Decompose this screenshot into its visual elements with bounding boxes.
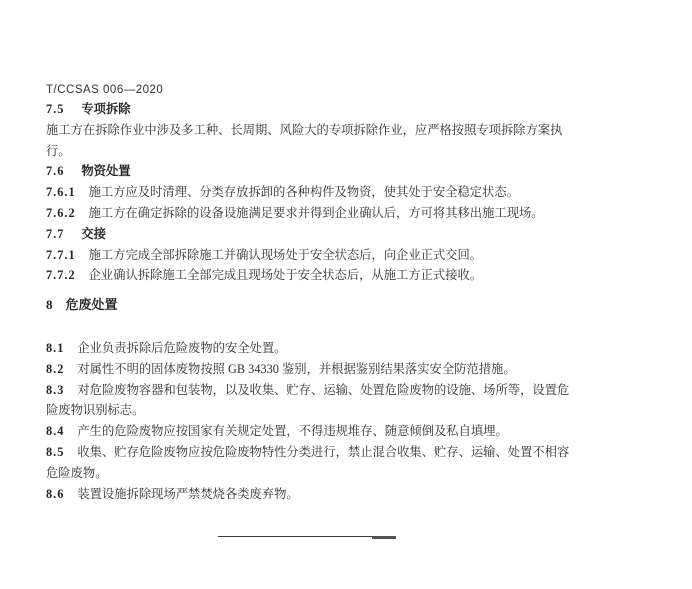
clause-number: 8.4 bbox=[46, 424, 65, 439]
clause-text: 收集、贮存危险废物应按危险废物特性分类进行，禁止混合收集、贮存、运输、处置不相容危险废物。 bbox=[46, 444, 570, 480]
clause-text: 企业负责拆除后危险废物的安全处置。 bbox=[77, 340, 287, 355]
document-content bbox=[46, 81, 574, 504]
clause-text: 施工方在确定拆除的设备设施满足要求并得到企业确认后，方可将其移出施工现场。 bbox=[88, 205, 544, 220]
clause-text: 对属性不明的固体废物按照 GB 34330 鉴别，并根据鉴别结果落实安全防范措施。 bbox=[77, 361, 516, 376]
clause-number: 8.5 bbox=[46, 444, 65, 459]
clause-number: 8.6 bbox=[46, 486, 65, 501]
clause-number: 7.7.1 bbox=[46, 247, 76, 262]
heading-number: 8 bbox=[46, 297, 54, 313]
clause-7-7-2 bbox=[46, 265, 574, 286]
clause-text: 装置设施拆除现场严禁焚烧各类废弃物。 bbox=[77, 486, 299, 501]
standard-number-header: T/CCSAS 006—2020 bbox=[46, 84, 164, 96]
clause-number: 8.1 bbox=[46, 340, 65, 355]
clause-text: 产生的危险废物应按国家有关规定处置，不得违规堆存、随意倾倒及私自填埋。 bbox=[77, 424, 508, 439]
clause-number: 8.3 bbox=[46, 382, 65, 397]
clause-8-4 bbox=[46, 421, 574, 442]
clause-7-6-2 bbox=[46, 203, 574, 224]
heading-title: 物资处置 bbox=[81, 164, 131, 179]
clause-number: 8.2 bbox=[46, 361, 65, 376]
clause-text: 施工方应及时清理、分类存放拆卸的各种构件及物资，使其处于安全稳定状态。 bbox=[88, 185, 519, 200]
clause-7-7-1 bbox=[46, 245, 574, 266]
heading-8 bbox=[46, 295, 574, 316]
heading-number: 7.5 bbox=[46, 102, 65, 116]
footer-divider-tail bbox=[372, 536, 396, 539]
clause-8-1 bbox=[46, 338, 574, 359]
heading-7-7 bbox=[46, 224, 574, 245]
heading-7-5 bbox=[46, 99, 574, 120]
clause-8-6 bbox=[46, 484, 574, 505]
heading-number: 7.7 bbox=[46, 226, 65, 241]
clause-text: 对危险废物容器和包装物，以及收集、贮存、运输、处置危险废物的设施、场所等，设置危险废物识别标志。 bbox=[46, 382, 570, 418]
heading-title: 交接 bbox=[81, 226, 106, 241]
heading-title: 危废处置 bbox=[65, 297, 118, 313]
heading-number: 7.6 bbox=[46, 164, 65, 179]
clause-number: 7.6.2 bbox=[46, 205, 76, 220]
clause-number: 7.6.1 bbox=[46, 185, 76, 200]
heading-title: 专项拆除 bbox=[81, 102, 131, 116]
clause-text: 企业确认拆除施工全部完成且现场处于安全状态后，从施工方正式接收。 bbox=[88, 268, 483, 283]
clause-7-6-1 bbox=[46, 182, 574, 203]
footer-divider-line bbox=[218, 536, 396, 539]
clause-number: 7.7.2 bbox=[46, 268, 76, 283]
clause-text: 施工方完成全部拆除施工并确认现场处于安全状态后，向企业正式交回。 bbox=[88, 247, 483, 262]
heading-7-6 bbox=[46, 161, 574, 182]
clause-8-5 bbox=[46, 442, 574, 484]
paragraph-7-5-body: 施工方在拆除作业中涉及多工种、长周期、风险大的专项拆除作业，应严格按照专项拆除方案执行。 bbox=[46, 122, 563, 158]
clause-8-2 bbox=[46, 359, 574, 380]
clause-8-3 bbox=[46, 380, 574, 422]
